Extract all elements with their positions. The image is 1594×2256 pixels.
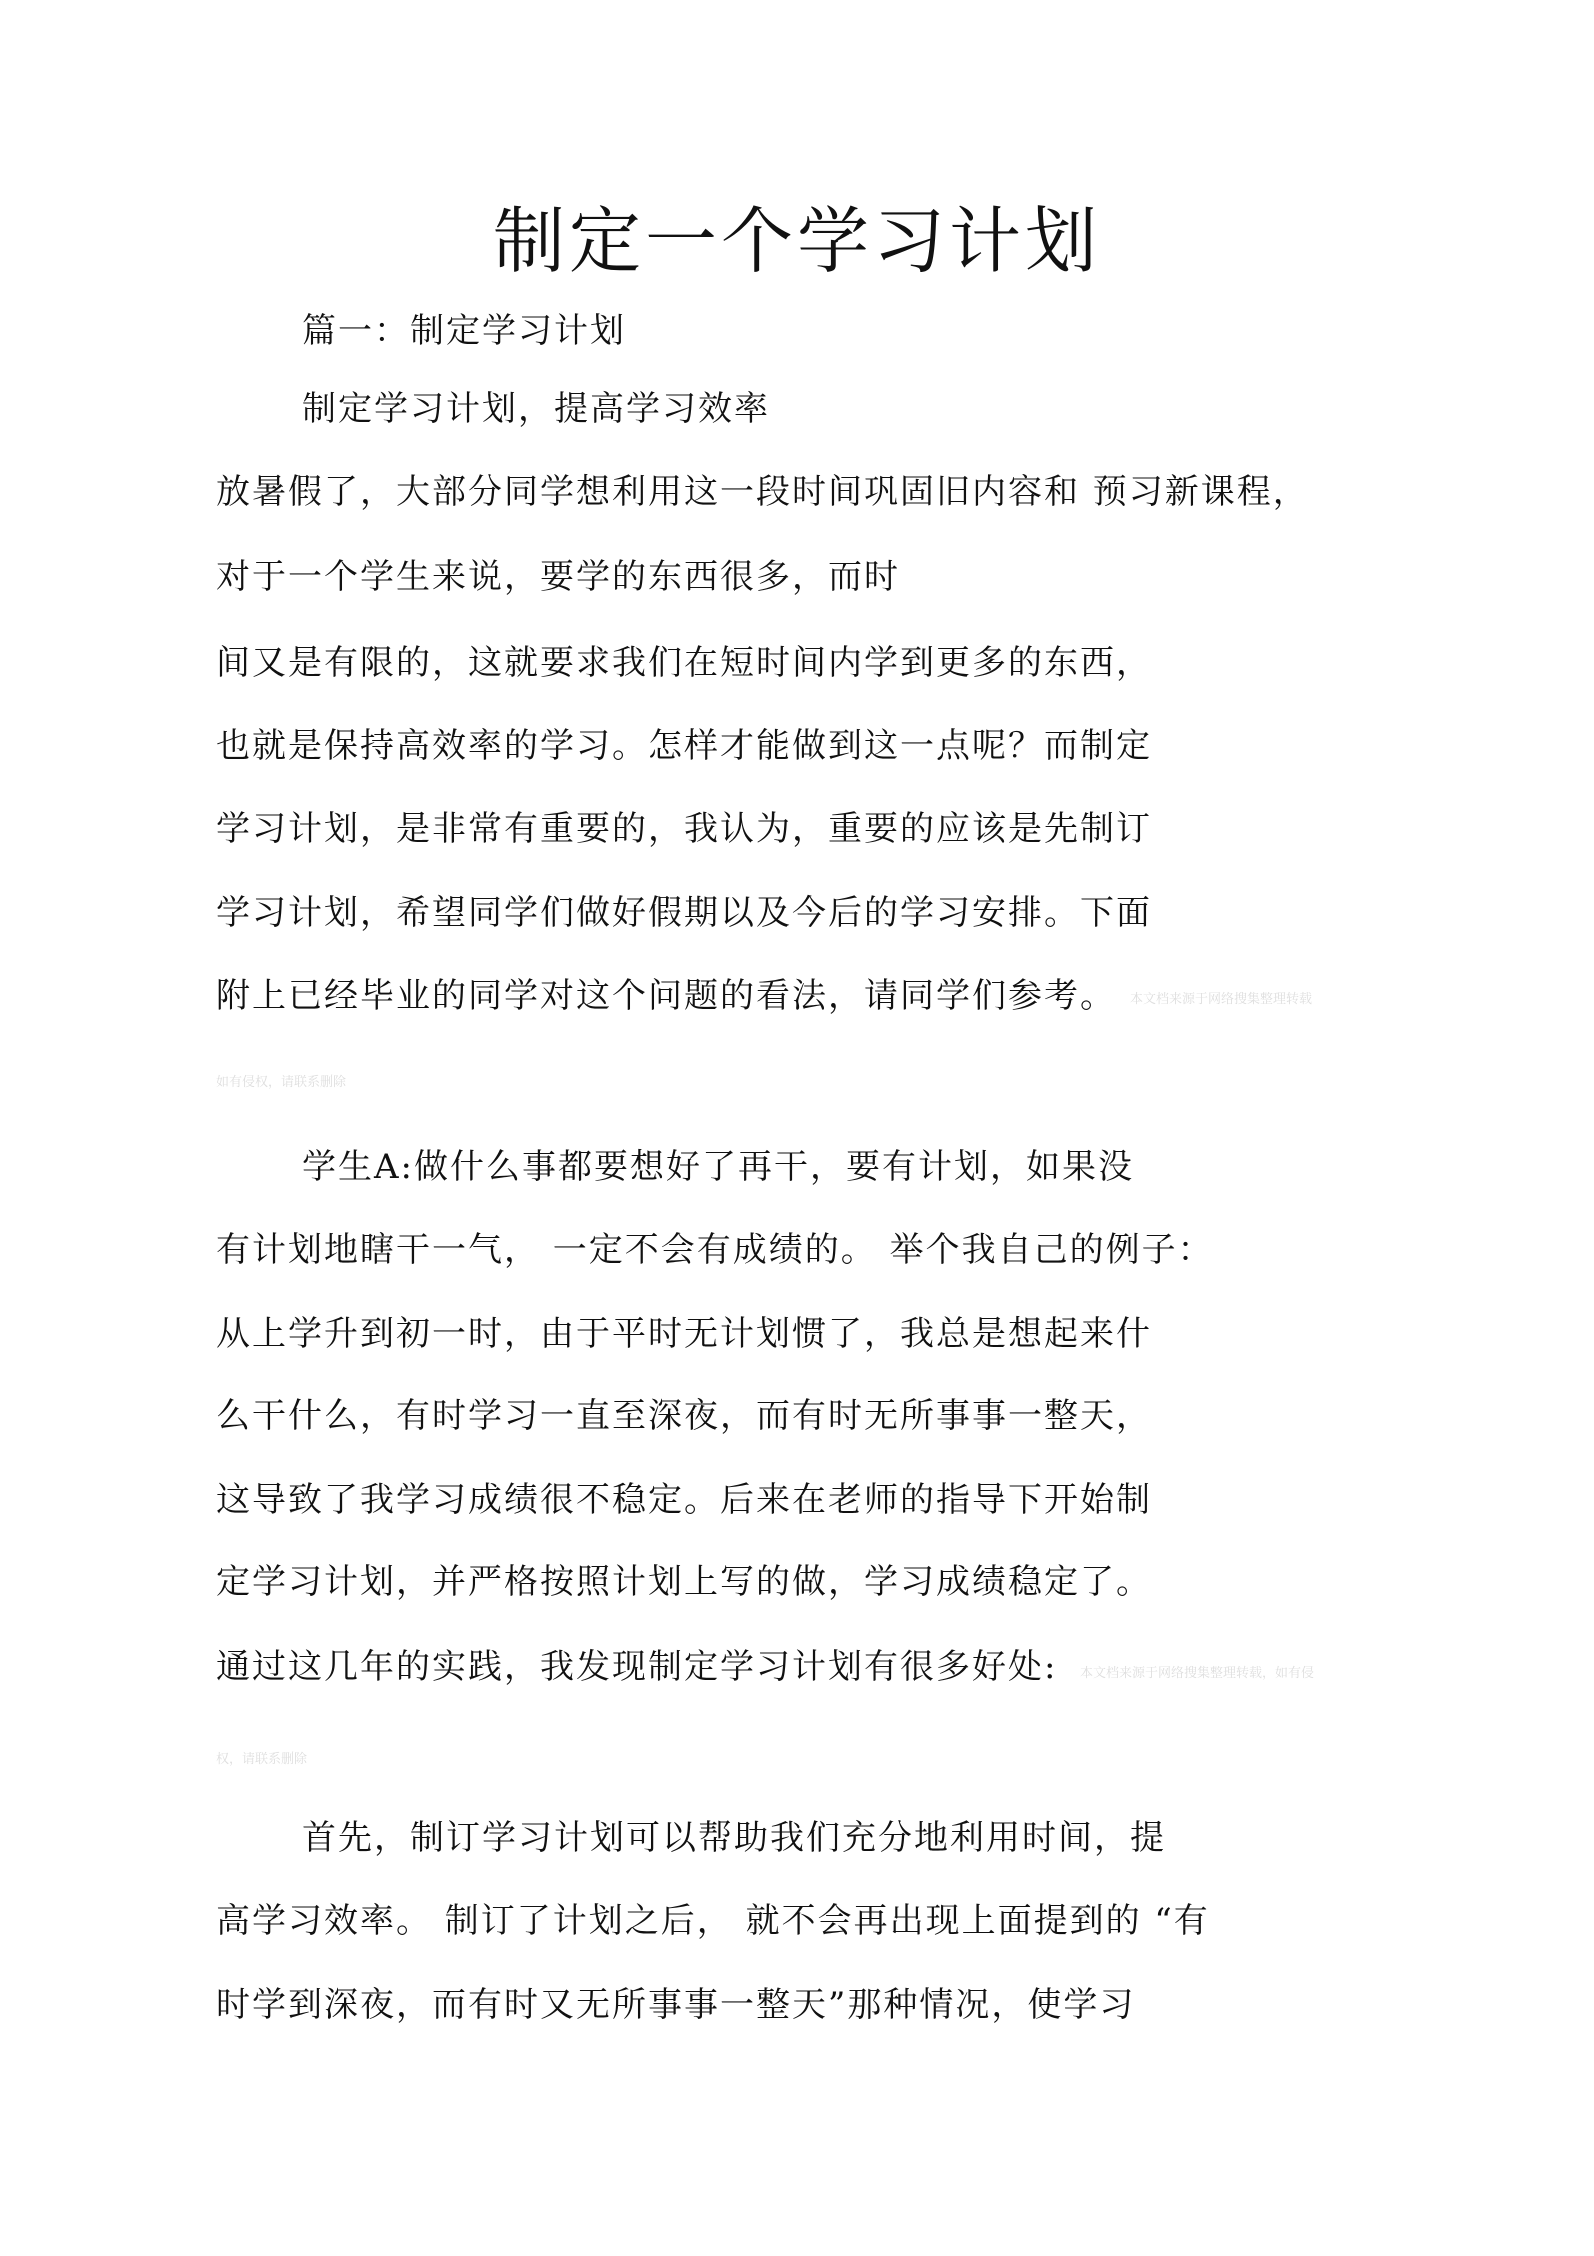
subheading: 制定学习计划，提高学习效率 [302,389,770,429]
paragraph-line: 对于一个学生来说，要学的东西很多，而时 [216,557,900,597]
paragraph-line: 么干什么，有时学习一直至深夜，而有时无所事事一整天， [216,1396,1152,1436]
paragraph-line: 高学习效率。 制订了计划之后， 就不会再出现上面提到的 “有 [216,1901,1210,1941]
paragraph-line: 学习计划，是非常有重要的，我认为，重要的应该是先制订 [216,809,1152,849]
paragraph-line: 学生A:做什么事都要想好了再干，要有计划，如果没 [302,1147,1135,1187]
faint-note: 本文档来源于网络搜集整理转载 [1130,992,1313,1007]
faint-note: 如有侵权，请联系删除 [216,1075,347,1090]
paragraph-line: 时学到深夜，而有时又无所事事一整天”那种情况，使学习 [216,1985,1136,2025]
paragraph-line: 有计划地瞎干一气， 一定不会有成绩的。 举个我自己的例子： [216,1230,1214,1270]
paragraph-line: 这导致了我学习成绩很不稳定。后来在老师的指导下开始制 [216,1480,1152,1520]
paragraph-line: 学习计划，希望同学们做好假期以及今后的学习安排。下面 [216,893,1152,933]
paragraph-line: 放暑假了，大部分同学想利用这一段时间巩固旧内容和 预习新课程， [216,472,1309,512]
paragraph-line: 附上已经毕业的同学对这个问题的看法，请同学们参考。 [216,976,1116,1016]
paragraph-line: 间又是有限的，这就要求我们在短时间内学到更多的东西， [216,643,1152,683]
paragraph-line: 从上学升到初一时，由于平时无计划惯了，我总是想起来什 [216,1314,1152,1354]
section-heading: 篇一：制定学习计划 [302,311,626,351]
document-title: 制定一个学习计划 [492,199,1101,283]
paragraph-line: 也就是保持高效率的学习。怎样才能做到这一点呢？而制定 [216,726,1152,766]
faint-note: 本文档来源于网络搜集整理转载，如有侵 [1080,1666,1315,1681]
paragraph-line: 定学习计划，并严格按照计划上写的做，学习成绩稳定了。 [216,1562,1152,1602]
faint-note: 权，请联系删除 [216,1752,308,1767]
paragraph-line: 通过这几年的实践，我发现制定学习计划有很多好处: [216,1647,1058,1687]
paragraph-line: 首先，制订学习计划可以帮助我们充分地利用时间，提 [302,1818,1166,1858]
